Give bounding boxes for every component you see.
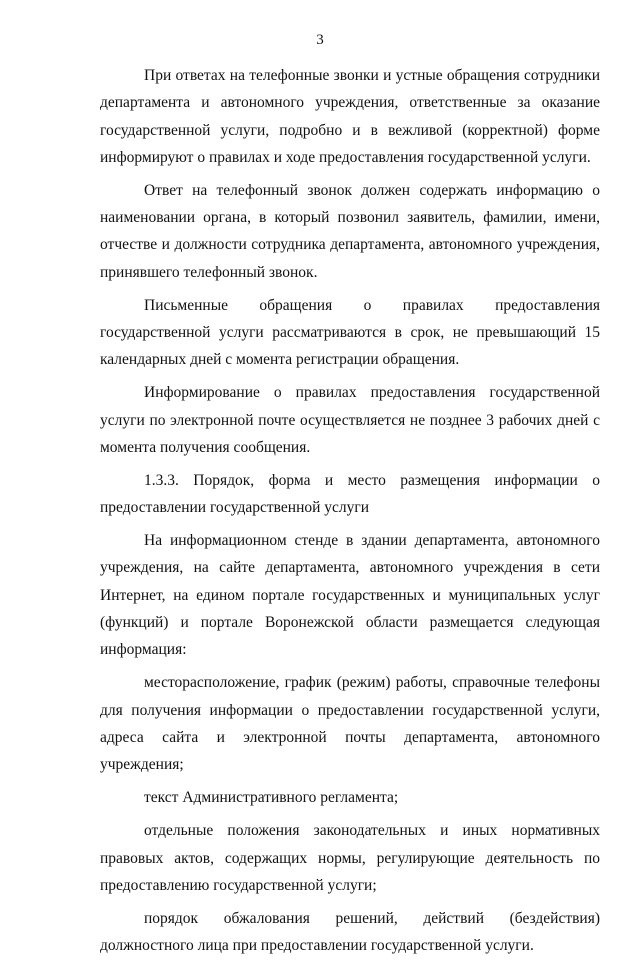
paragraph-written-requests: Письменные обращения о правилах предоставления государственной услуги рассматриваются в срок, не превышающий 15 календарных дней с момента регистрации обращения. [100,296,600,369]
list-item-appeal-procedure: порядок обжалования решений, действий (бездействия) должностного лица при предоставлении государственной услуги. [100,909,600,955]
paragraph-phone-answer: Ответ на телефонный звонок должен содержать информацию о наименовании органа, в который позвонил заявитель, фамилии, имени, отчестве и должности сотрудника департамента, автономного учреждения, принявшего телефонный звонок. [100,181,600,281]
paragraph-email-informing: Информирование о правилах предоставления государственной услуги по электронной почте осуществляется не позднее 3 рабочих дней с момента получения сообщения. [100,384,600,456]
page-number: 3 [316,32,324,48]
paragraph-phone-inquiries: При ответах на телефонные звонки и устные обращения сотрудники департамента и автономного учреждения, ответственные за оказание государственной услуги, подробно и в вежливой (корректной) форме информируют о правилах и ходе предоставления государственной услуги. [100,67,600,166]
section-heading-1-3-3: 1.3.3. Порядок, форма и место размещения информации о предоставлении государственной услуги [100,471,600,517]
list-item-legal-provisions: отдельные положения законодательных и иных нормативных правовых актов, содержащих нормы, регулирующие деятельность по предоставлению государственной услуги; [100,822,600,894]
list-item-location: месторасположение, график (режим) работы, справочные телефоны для получения информации о предоставлении государственной услуги, адреса сайта и электронной почты департамента, автономного учреждения; [100,674,600,774]
document-body [100,62,600,965]
paragraph-info-stand: На информационном стенде в здании департамента, автономного учреждения, на сайте департамента, автономного учреждения в сети Интернет, на едином портале государственных и муниципальных услуг (функций) и портале Воронежской области размещается следующая информация: [100,532,600,659]
list-item-regulation-text: текст Административного регламента; [144,789,399,807]
